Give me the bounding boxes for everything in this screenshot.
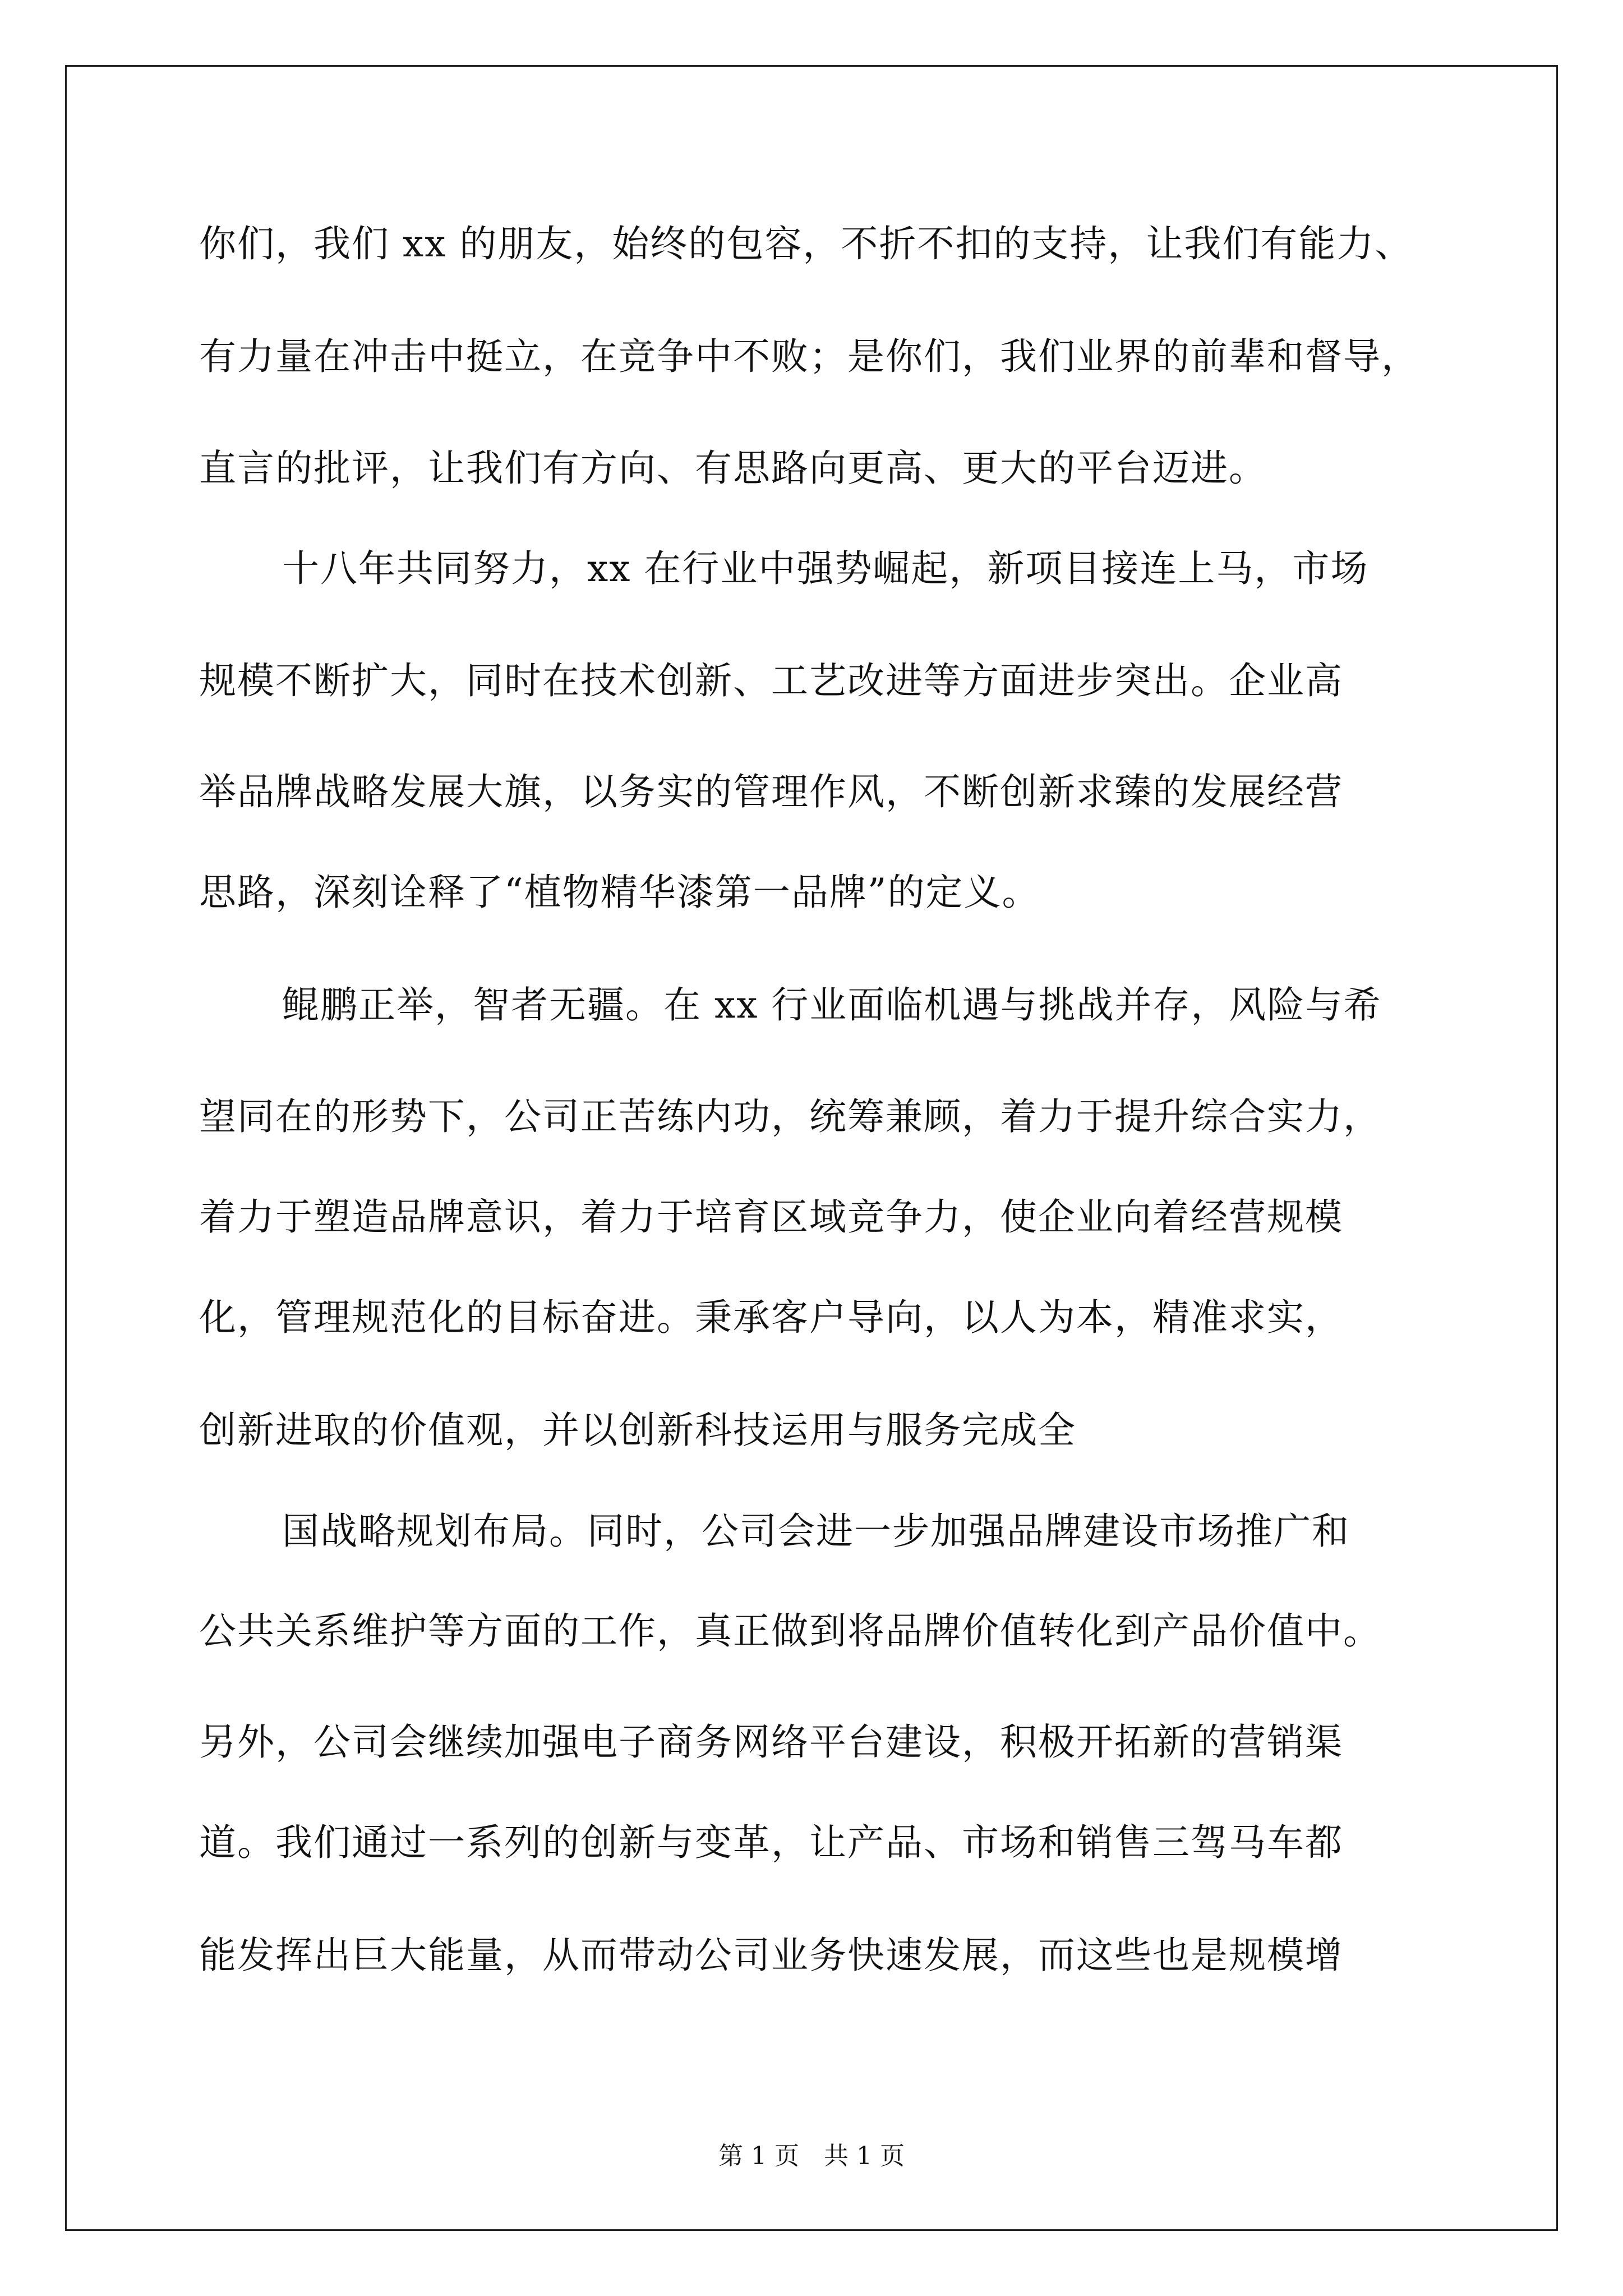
text-line: 国战略规划布局。同时，公司会进一步加强品牌建设市场推广和 bbox=[282, 1510, 1350, 1553]
text-line: 另外，公司会继续加强电子商务网络平台建设，积极开拓新的营销渠 bbox=[199, 1720, 1343, 1764]
page-number-footer: 第 1 页 共 1 页 bbox=[718, 2142, 905, 2170]
text-line: 鲲鹏正举，智者无疆。在 xx 行业面临机遇与挑战并存，风险与希 bbox=[282, 983, 1382, 1027]
text-line: 望同在的形势下，公司正苦练内功，统筹兼顾，着力于提升综合实力， bbox=[199, 1095, 1381, 1138]
text-line: 有力量在冲击中挺立，在竞争中不败；是你们，我们业界的前辈和督导， bbox=[199, 335, 1419, 378]
text-line: 规模不断扩大，同时在技术创新、工艺改进等方面进步突出。企业高 bbox=[199, 659, 1343, 702]
text-line: 十八年共同努力，xx 在行业中强势崛起，新项目接连上马，市场 bbox=[282, 547, 1369, 590]
text-line: 你们，我们 xx 的朋友，始终的包容，不折不扣的支持，让我们有能力、 bbox=[199, 222, 1413, 265]
text-line: 道。我们通过一系列的创新与变革，让产品、市场和销售三驾马车都 bbox=[199, 1821, 1343, 1864]
text-line: 直言的批评，让我们有方向、有思路向更高、更大的平台迈进。 bbox=[199, 447, 1267, 490]
text-line: 化，管理规范化的目标奋进。秉承客户导向，以人为本，精准求实， bbox=[199, 1296, 1343, 1339]
text-line: 公共关系维护等方面的工作，真正做到将品牌价值转化到产品价值中。 bbox=[199, 1609, 1381, 1653]
text-line: 举品牌战略发展大旗，以务实的管理作风，不断创新求臻的发展经营 bbox=[199, 770, 1343, 813]
text-line: 思路，深刻诠释了“植物精华漆第一品牌”的定义。 bbox=[199, 871, 1040, 914]
page-border bbox=[65, 65, 1558, 2231]
text-line: 创新进取的价值观，并以创新科技运用与服务完成全 bbox=[199, 1409, 1076, 1452]
text-line: 能发挥出巨大能量，从而带动公司业务快速发展，而这些也是规模增 bbox=[199, 1934, 1343, 1977]
text-line: 着力于塑造品牌意识，着力于培育区域竞争力，使企业向着经营规模 bbox=[199, 1195, 1343, 1239]
